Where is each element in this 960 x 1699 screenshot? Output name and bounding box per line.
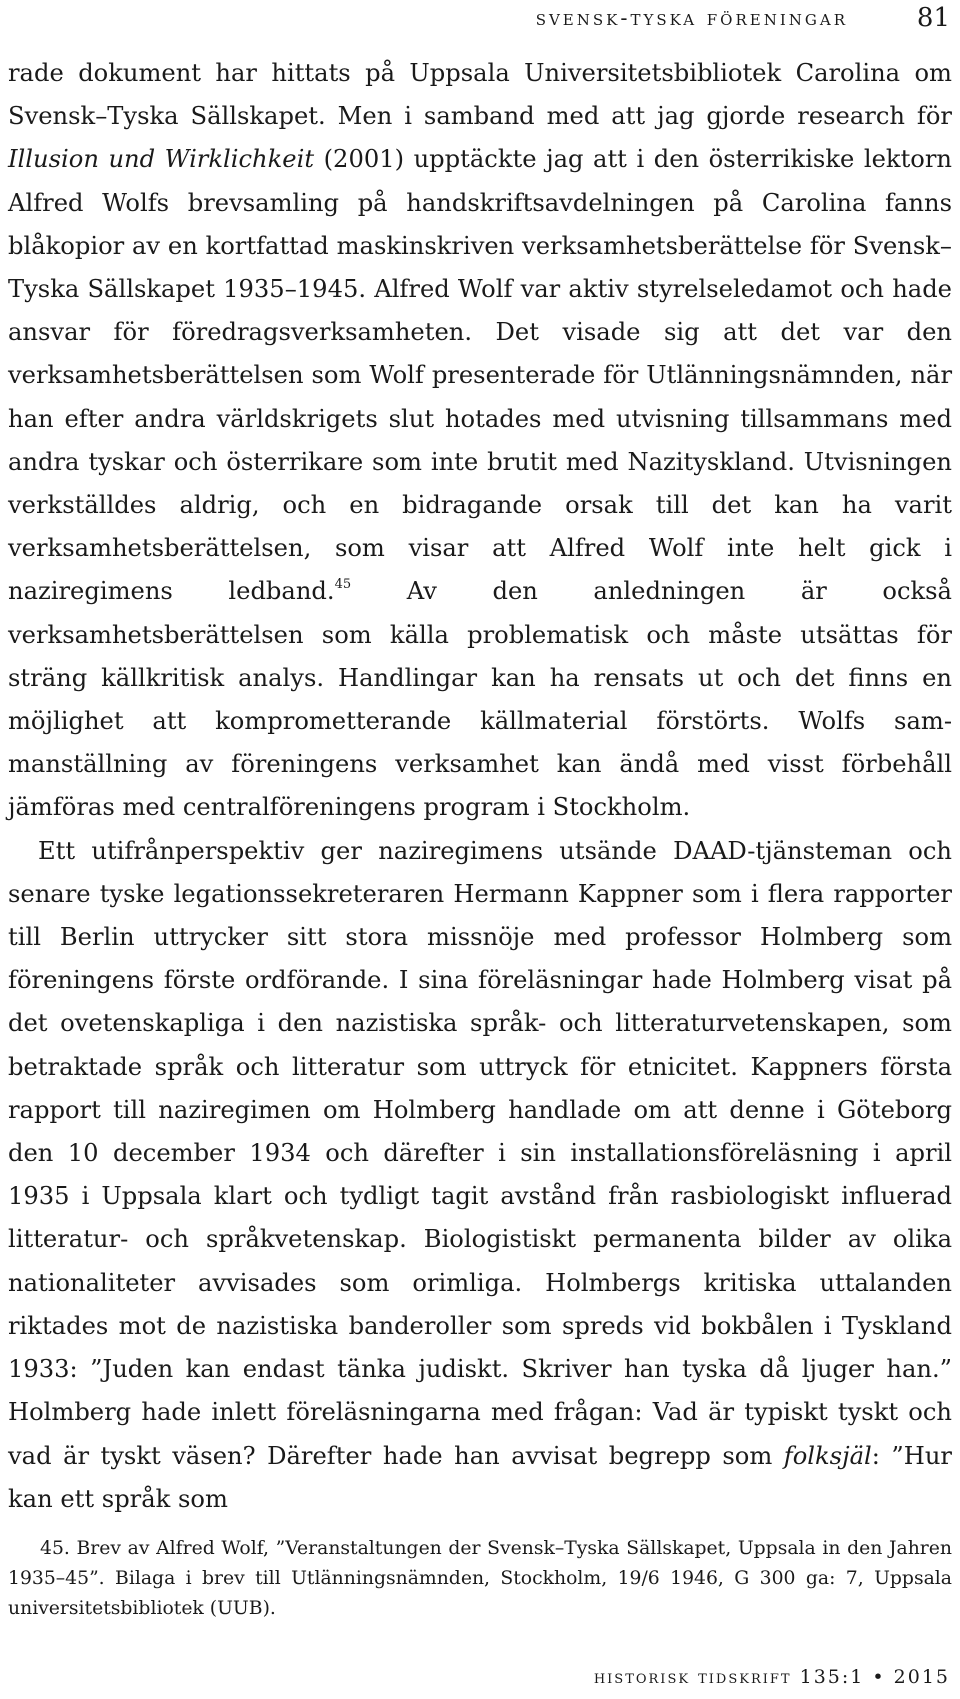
main-text [8,52,952,1521]
paragraph-2-text-a: Ett utifrånperspektiv ger naziregimens utsände DAAD-tjänsteman och senare tyske legationssekreteraren Hermann Kappner som i flera rapporter till Berlin uttrycker sitt stora missnöje med professor Holmberg som föreningens förste ordförande. I sina föreläsningar hade Holmberg visat på det ovetenskapliga i den nazistiska språk- och litteraturvetenskapen, som betraktade språk och litteratur som uttryck för etnicitet. Kappners första rapport till naziregimen om Holmberg handlade om att denne i Göteborg den 10 december 1934 och därefter i sin installationsföreläsning i april 1935 i Uppsala klart och tydligt tagit avstånd från rasbiologiskt influerad litteratur- och språkvetenskap. Biologistiskt permanenta bilder av olika nationaliteter avvisades som orimliga. Holmbergs kritiska uttalanden riktades mot de nazistiska banderoller som spreds vid bokbålen i Tyskland 1933: ”Juden kan endast tänka judiskt. Skriver han tyska då ljuger han.” Holmberg hade inlett föreläsningarna med frågan: Vad är typiskt tyskt och vad är tyskt väsen? Därefter hade han avvisat begrepp som [8,836,952,1470]
paragraph-1 [8,52,952,830]
paragraph-1-text-a: rade dokument har hittats på Uppsala Universitetsbibliotek Carolina om Svensk–Tyska Sällskapet. Men i samband med att jag gjorde research för [8,59,952,131]
term-italic: folksjäl [783,1441,872,1470]
paragraph-1-text-c: Av den anledningen är också verksamhetsberättelsen som källa problematisk och måste utsättas för sträng källkritisk analys. Handlingar kan ha rensats ut och det finns en möjlighet att komprometterande källmaterial förstörts. Wolfs sammanställning av föreningens verksamhet kan ändå med visst förbehåll jämföras med centralföreningens program i Stockholm. [8,577,952,822]
footnotes [8,1534,952,1624]
footnote-reference[interactable]: 45 [334,577,352,593]
paragraph-1-text-b: (2001) upptäckte jag att i den österrikiske lektorn Alfred Wolfs brevsamling på handskriftsavdelningen på Carolina fanns blåkopior av en kortfattad maskinskriven verksamhetsberättelse för Svensk–Tyska Sällskapet 1935–1945. Alfred Wolf var aktiv styrelseledamot och hade ansvar för föredragsverksamheten. Det visade sig att det var den verksamhetsberättelsen som Wolf presenterade för Utlänningsnämnden, när han efter andra världskrigets slut hotades med utvisning tillsammans med andra tyskar och österrikare som inte brutit med Nazityskland. Utvisningen verkställdes aldrig, och en bidragande orsak till det kan ha varit verksamhetsberättelsen, som visar att Alfred Wolf inte helt gick i naziregimens ledband. [8,145,952,606]
running-head-title: svensk-tyska föreningar [535,6,848,30]
running-head [0,2,960,34]
book-title-italic: Illusion und Wirklichkeit [8,145,315,174]
paragraph-2 [8,830,952,1521]
footnote-text: Brev av Alfred Wolf, ”Veranstaltungen der Svensk–Tyska Sällskapet, Uppsala in den Jahren 1935–45”. Bilaga i brev till Utlänningsnämnden, Stockholm, 19/6 1946, G 300 ga: 7, Uppsala universitetsbibliotek (UUB). [8,1538,952,1619]
page-number: 81 [916,3,950,33]
running-foot: historisk tidskrift 135:1 • 2015 [593,1666,950,1688]
footnote-item [8,1534,952,1624]
paragraph-2-text-b: : ”Hur kan ett språk som [8,1441,952,1513]
footnote-number: 45. [40,1538,70,1559]
